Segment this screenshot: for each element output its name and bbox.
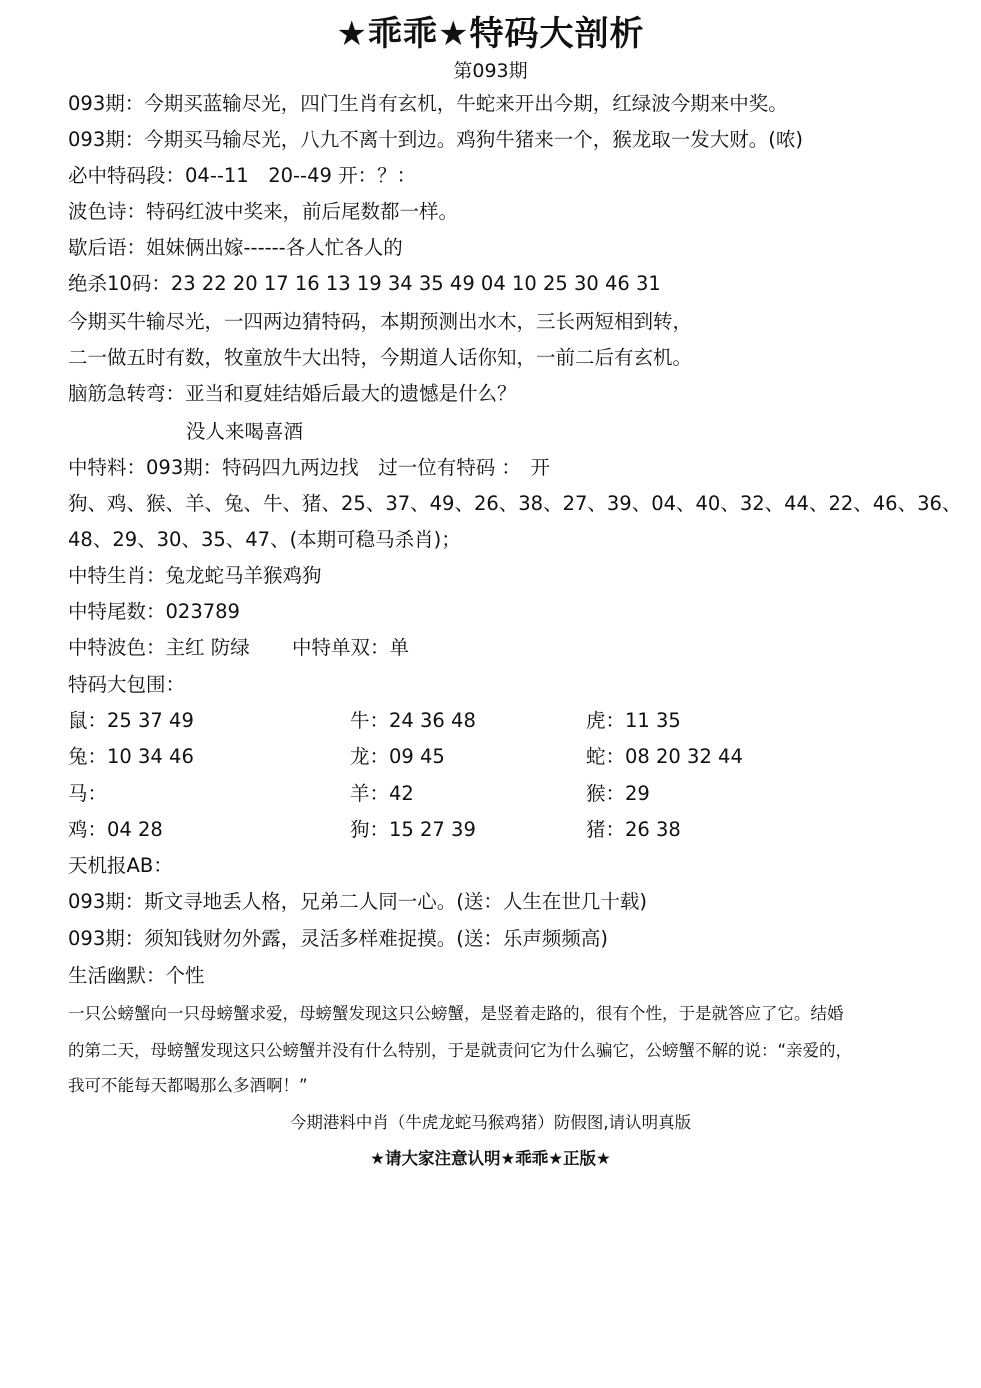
zodiac-label: 龙： <box>350 745 390 768</box>
zodiac-label: 羊： <box>350 782 390 805</box>
numbers-line-1: 狗、鸡、猴、羊、兔、牛、猪、25、37、49、26、38、27、39、04、40、32、44、22、46、36、 <box>68 492 962 515</box>
zodiac-label: 蛇： <box>586 745 626 768</box>
zodiac-label: 兔： <box>68 745 108 768</box>
tianji-line-2: 093期：须知钱财勿外露，灵活多样难捉摸。(送：乐声频频高) <box>68 927 608 950</box>
zodiac-numbers: 25 37 49 <box>107 709 194 732</box>
color-poem-line: 波色诗：特码红波中奖来，前后尾数都一样。 <box>68 200 459 223</box>
enclosure-title: 特码大包围： <box>68 673 186 696</box>
tail-line: 中特尾数：023789 <box>68 600 240 623</box>
issue-number: 第093期 <box>453 60 528 82</box>
odd-even-line: 中特单双：单 <box>292 636 410 659</box>
zodiac-line: 中特生肖：兔龙蛇马羊猴鸡狗 <box>68 564 322 587</box>
enclosure-item <box>586 709 681 733</box>
zodiac-label: 猴： <box>586 782 626 805</box>
riddle-answer: 没人来喝喜酒 <box>186 420 304 443</box>
enclosure-item <box>350 782 414 806</box>
story-line-1: 一只公螃蟹向一只母螃蟹求爱，母螃蟹发现这只公螃蟹，是竖着走路的，很有个性，于是就答应了它。结婚 <box>68 1004 844 1023</box>
zodiac-numbers: 24 36 48 <box>389 709 476 732</box>
enclosure-item <box>68 709 194 733</box>
enclosure-item <box>586 818 681 842</box>
enclosure-item <box>68 782 107 806</box>
kill-ten-line: 绝杀10码：23 22 20 17 16 13 19 34 35 49 04 10 25 30 46 31 <box>68 272 661 295</box>
zodiac-label: 狗： <box>350 818 390 841</box>
zodiac-numbers: 11 35 <box>625 709 681 732</box>
zodiac-label: 虎： <box>586 709 626 732</box>
verse-line-2: 二一做五时有数，牧童放牛大出特，今期道人话你知，一前二后有玄机。 <box>68 346 693 369</box>
zodiac-numbers: 42 <box>389 782 414 805</box>
tianji-title: 天机报AB： <box>68 854 173 877</box>
segment-line: 必中特码段：04--11 20--49 开：？： <box>68 164 417 187</box>
enclosure-item <box>350 709 476 733</box>
story-line-2: 的第二天，母螃蟹发现这只公螃蟹并没有什么特别，于是就责问它为什么骗它，公螃蟹不解的说：“亲爱的， <box>68 1041 853 1060</box>
enclosure-item <box>586 782 650 806</box>
footer-note: 今期港料中肖（牛虎龙蛇马猴鸡猪）防假图,请认明真版 <box>289 1113 692 1132</box>
zodiac-label: 牛： <box>350 709 390 732</box>
zodiac-numbers: 15 27 39 <box>389 818 476 841</box>
zhongte-line: 中特料：093期：特码四九两边找 过一位有特码 ： 开 <box>68 456 551 479</box>
zodiac-label: 鸡： <box>68 818 108 841</box>
zodiac-numbers: 10 34 46 <box>107 745 194 768</box>
zodiac-numbers: 04 28 <box>107 818 163 841</box>
zodiac-numbers: 09 45 <box>389 745 445 768</box>
zodiac-label: 鼠： <box>68 709 108 732</box>
zodiac-label: 马： <box>68 782 108 805</box>
page-title: ★乖乖★特码大剖析 <box>336 14 645 54</box>
enclosure-item <box>68 745 194 769</box>
tianji-line-1: 093期：斯文寻地丢人格，兄弟二人同一心。(送：人生在世几十载) <box>68 890 647 913</box>
zodiac-numbers: 26 38 <box>625 818 681 841</box>
verse-line-1: 今期买牛输尽光，一四两边猜特码，本期预测出水木，三长两短相到转， <box>68 310 693 333</box>
enclosure-item <box>350 818 476 842</box>
zodiac-numbers: 29 <box>625 782 650 805</box>
zodiac-label: 猪： <box>586 818 626 841</box>
story-line-3: 我可不能每天都喝那么多酒啊！” <box>68 1076 308 1095</box>
enclosure-item <box>586 745 743 769</box>
enclosure-item <box>68 818 163 842</box>
xiehouyu-line: 歇后语：姐妹俩出嫁------各人忙各人的 <box>68 236 403 259</box>
humor-title: 生活幽默：个性 <box>68 964 205 987</box>
poem-line-2: 093期：今期买马输尽光，八九不离十到边。鸡狗牛猪来一个，猴龙取一发大财。(哝) <box>68 128 803 151</box>
enclosure-item <box>350 745 445 769</box>
poem-line-1: 093期：今期买蓝输尽光，四门生肖有玄机，牛蛇来开出今期，红绿波今期来中奖。 <box>68 92 788 115</box>
numbers-line-2: 48、29、30、35、47、(本期可稳马杀肖)； <box>68 528 461 551</box>
footer-authentic: ★请大家注意认明★乖乖★正版★ <box>370 1149 611 1168</box>
riddle-question: 脑筋急转弯：亚当和夏娃结婚后最大的遗憾是什么？ <box>68 382 517 405</box>
wave-line: 中特波色：主红 防绿 <box>68 636 250 659</box>
zodiac-numbers: 08 20 32 44 <box>625 745 743 768</box>
